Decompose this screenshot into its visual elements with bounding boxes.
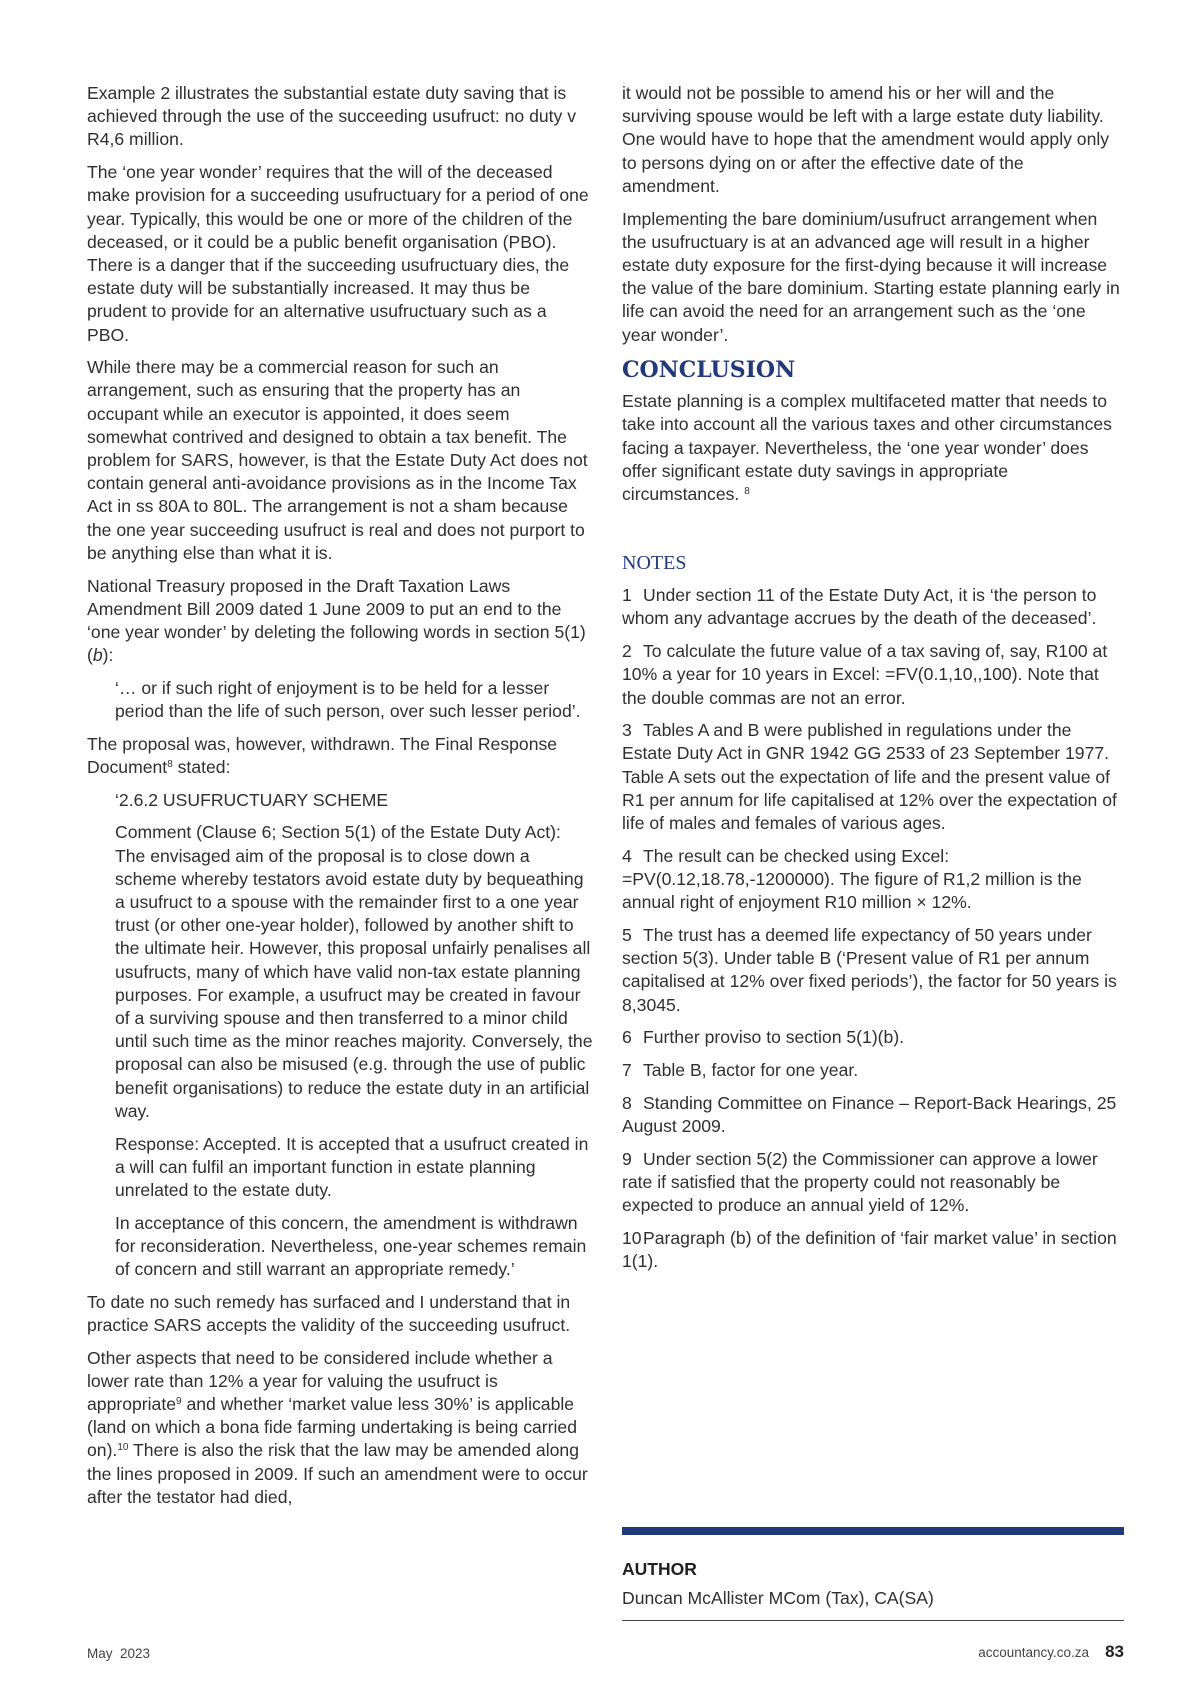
note-text: To calculate the future value of a tax saving of, say, R100 at 10% a year for 10 years in Excel: =FV(0.1,10,,100). Note that the double commas are not an error. (622, 641, 1108, 708)
note-number: 6 (622, 1027, 632, 1048)
paragraph-text: The proposal was, however, withdrawn. The Final Response Document (87, 733, 558, 777)
italic-letter: b (92, 645, 103, 666)
paragraph-text: stated: (172, 756, 231, 777)
conclusion-paragraph (622, 390, 1124, 506)
note-number: 8 (622, 1092, 632, 1113)
author-rule (622, 1620, 1124, 1621)
conclusion-heading: CONCLUSION (622, 357, 796, 384)
note-item (622, 1148, 1124, 1218)
footer-right (978, 1642, 1124, 1662)
note-number: 10 (622, 1227, 642, 1248)
left-column (87, 82, 593, 1519)
body-paragraph: Implementing the bare dominium/usufruct arrangement when the usufructuary is at an advanced age will result in a higher estate duty exposure for the first-dying because it will increase the value of the bare dominium. Starting estate planning early in life can avoid the need for an arrangement such as the ‘one year wonder’. (622, 208, 1120, 345)
note-item (622, 1092, 1124, 1138)
paragraph-text: Estate planning is a complex multifaceted matter that needs to take into account all the various taxes and other circumstances facing a taxpayer. Nevertheless, the ‘one year wonder’ does offer significant estate duty savings in appropriate circumstances. (622, 391, 1112, 505)
notes-list (622, 584, 1124, 1273)
quoted-paragraph: ‘2.6.2 USUFRUCTUARY SCHEME (115, 789, 389, 810)
note-item (622, 1026, 1124, 1049)
note-item (622, 845, 1124, 915)
note-text: The result can be checked using Excel: =PV(0.12,18.78,-1200000). The figure of R1,2 million is the annual right of enjoyment R10 million × 12%. (622, 845, 1082, 913)
author-name: Duncan McAllister MCom (Tax), CA(SA) (622, 1588, 934, 1608)
page-number: 83 (1105, 1642, 1124, 1661)
note-text: Standing Committee on Finance – Report-Back Hearings, 25 August 2009. (622, 1092, 1117, 1136)
note-text: Under section 5(2) the Commissioner can approve a lower rate if satisfied that the property could not reasonably be expected to produce an annual yield of 12%. (622, 1148, 1098, 1215)
footer-date: May 2023 (87, 1646, 151, 1661)
paragraph-text: ): (102, 645, 114, 666)
note-text: Under section 11 of the Estate Duty Act, it is ‘the person to whom any advantage accrues by the death of the deceased’. (622, 585, 1097, 629)
footnote-ref: 8 (744, 486, 750, 498)
footnote-ref: 9 (176, 1396, 182, 1408)
notes-heading: NOTES (622, 552, 687, 575)
body-paragraph: To date no such remedy has surfaced and I understand that in practice SARS accepts the validity of the succeeding usufruct. (87, 1291, 571, 1335)
note-text: Table B, factor for one year. (643, 1059, 859, 1080)
quoted-paragraph: Comment (Clause 6; Section 5(1) of the Estate Duty Act): The envisaged aim of the proposal is to close down a scheme whereby testators avoid estate duty by bequeathing a usufruct to a spouse with the remainder first to a one year trust (or other one-year holder), followed by another shift to the ultimate heir. However, this proposal unfairly penalises all usufructs, many of which have valid non-tax estate planning purposes. For example, a usufruct may be created in favour of a surviving spouse and then transferred to a minor child until such time as the minor reaches majority. Conversely, the proposal can also be misused (e.g. through the use of public benefit organisations) to reduce the estate duty in an artificial way. (115, 822, 593, 1121)
body-paragraph: it would not be possible to amend his or her will and the surviving spouse would be left with a large estate duty liability. One would have to hope that the amendment would apply only to persons dying on or after the effective date of the amendment. (622, 83, 1110, 196)
note-text: Tables A and B were published in regulations under the Estate Duty Act in GNR 1942 GG 2533 of 23 September 1977. Table A sets out the expectation of life and the present value of R1 per annum for life capitalised at 12% over the expectation of life of males and females of various ages. (622, 720, 1117, 834)
note-item (622, 924, 1124, 1017)
note-number: 1 (622, 585, 632, 606)
note-text: Paragraph (b) of the definition of ‘fair market value’ in section 1(1). (622, 1227, 1117, 1271)
note-item (622, 1059, 1124, 1082)
body-paragraph (87, 733, 593, 779)
note-text: The trust has a deemed life expectancy of 50 years under section 5(3). Under table B (‘Present value of R1 per annum capitalised at 12% over fixed periods’), the factor for 50 years is 8,3045. (622, 924, 1117, 1015)
paragraph-text: There is also the risk that the law may be amended along the lines proposed in 2009. If such an amendment were to occur after the testator had died, (87, 1440, 588, 1507)
note-text: Further proviso to section 5(1)(b). (643, 1027, 905, 1048)
note-number: 3 (622, 720, 632, 741)
body-paragraph: Example 2 illustrates the substantial estate duty saving that is achieved through the use of the succeeding usufruct: no duty v R4,6 million. (87, 83, 577, 150)
footnote-ref: 8 (167, 758, 173, 770)
note-item (622, 1227, 1124, 1273)
note-item (622, 584, 1124, 630)
author-label: AUTHOR (622, 1559, 697, 1579)
note-item (622, 640, 1124, 710)
paragraph-text: Other aspects that need to be considered include whether a lower rate than 12% a year for valuing the usufruct is appropriate (87, 1347, 553, 1415)
body-paragraph (87, 575, 593, 668)
footer-website: accountancy.co.za (978, 1645, 1090, 1660)
note-number: 9 (622, 1148, 632, 1169)
note-number: 4 (622, 845, 632, 866)
note-number: 7 (622, 1059, 632, 1080)
body-paragraph: The ‘one year wonder’ requires that the will of the deceased make provision for a succeeding usufructuary for a period of one year. Typically, this would be one or more of the children of the deceased, or it could be a public benefit organisation (PBO). There is a danger that if the succeeding usufructuary dies, the estate duty will be substantially increased. It may thus be prudent to provide for an alternative usufructuary such as a PBO. (87, 162, 589, 345)
paragraph-text: National Treasury proposed in the Draft Taxation Laws Amendment Bill 2009 dated 1 June 2009 to put an end to the ‘one year wonder’ by deleting the following words in section 5(1)( (87, 575, 586, 666)
note-item (622, 719, 1124, 835)
note-number: 2 (622, 641, 632, 662)
author-divider-bar (622, 1527, 1124, 1535)
body-paragraph: While there may be a commercial reason for such an arrangement, such as ensuring that the property has an occupant while an executor is appointed, it does seem somewhat contrived and designed to obtain a tax benefit. The problem for SARS, however, is that the Estate Duty Act does not contain general anti-avoidance provisions as in the Income Tax Act in ss 80A to 80L. The arrangement is not a sham because the one year succeeding usufruct is real and does not purport to be anything else than what it is. (87, 357, 588, 563)
quoted-paragraph: ‘… or if such right of enjoyment is to be held for a lesser period than the life of such person, over such lesser period’. (115, 677, 581, 722)
body-paragraph (87, 1347, 593, 1509)
paragraph-text: and whether ‘market value less 30%’ is applicable (land on which a bona fide farming undertaking is being carried on). (87, 1394, 577, 1461)
footnote-ref: 10 (117, 1442, 129, 1454)
right-column (622, 82, 1124, 1283)
note-number: 5 (622, 924, 632, 945)
author-block (622, 1527, 1124, 1621)
quoted-paragraph: Response: Accepted. It is accepted that a usufruct created in a will can fulfil an important function in estate planning unrelated to the estate duty. (115, 1133, 589, 1200)
quoted-paragraph: In acceptance of this concern, the amendment is withdrawn for reconsideration. Nevertheless, one-year schemes remain of concern and still warrant an appropriate remedy.’ (115, 1212, 587, 1280)
